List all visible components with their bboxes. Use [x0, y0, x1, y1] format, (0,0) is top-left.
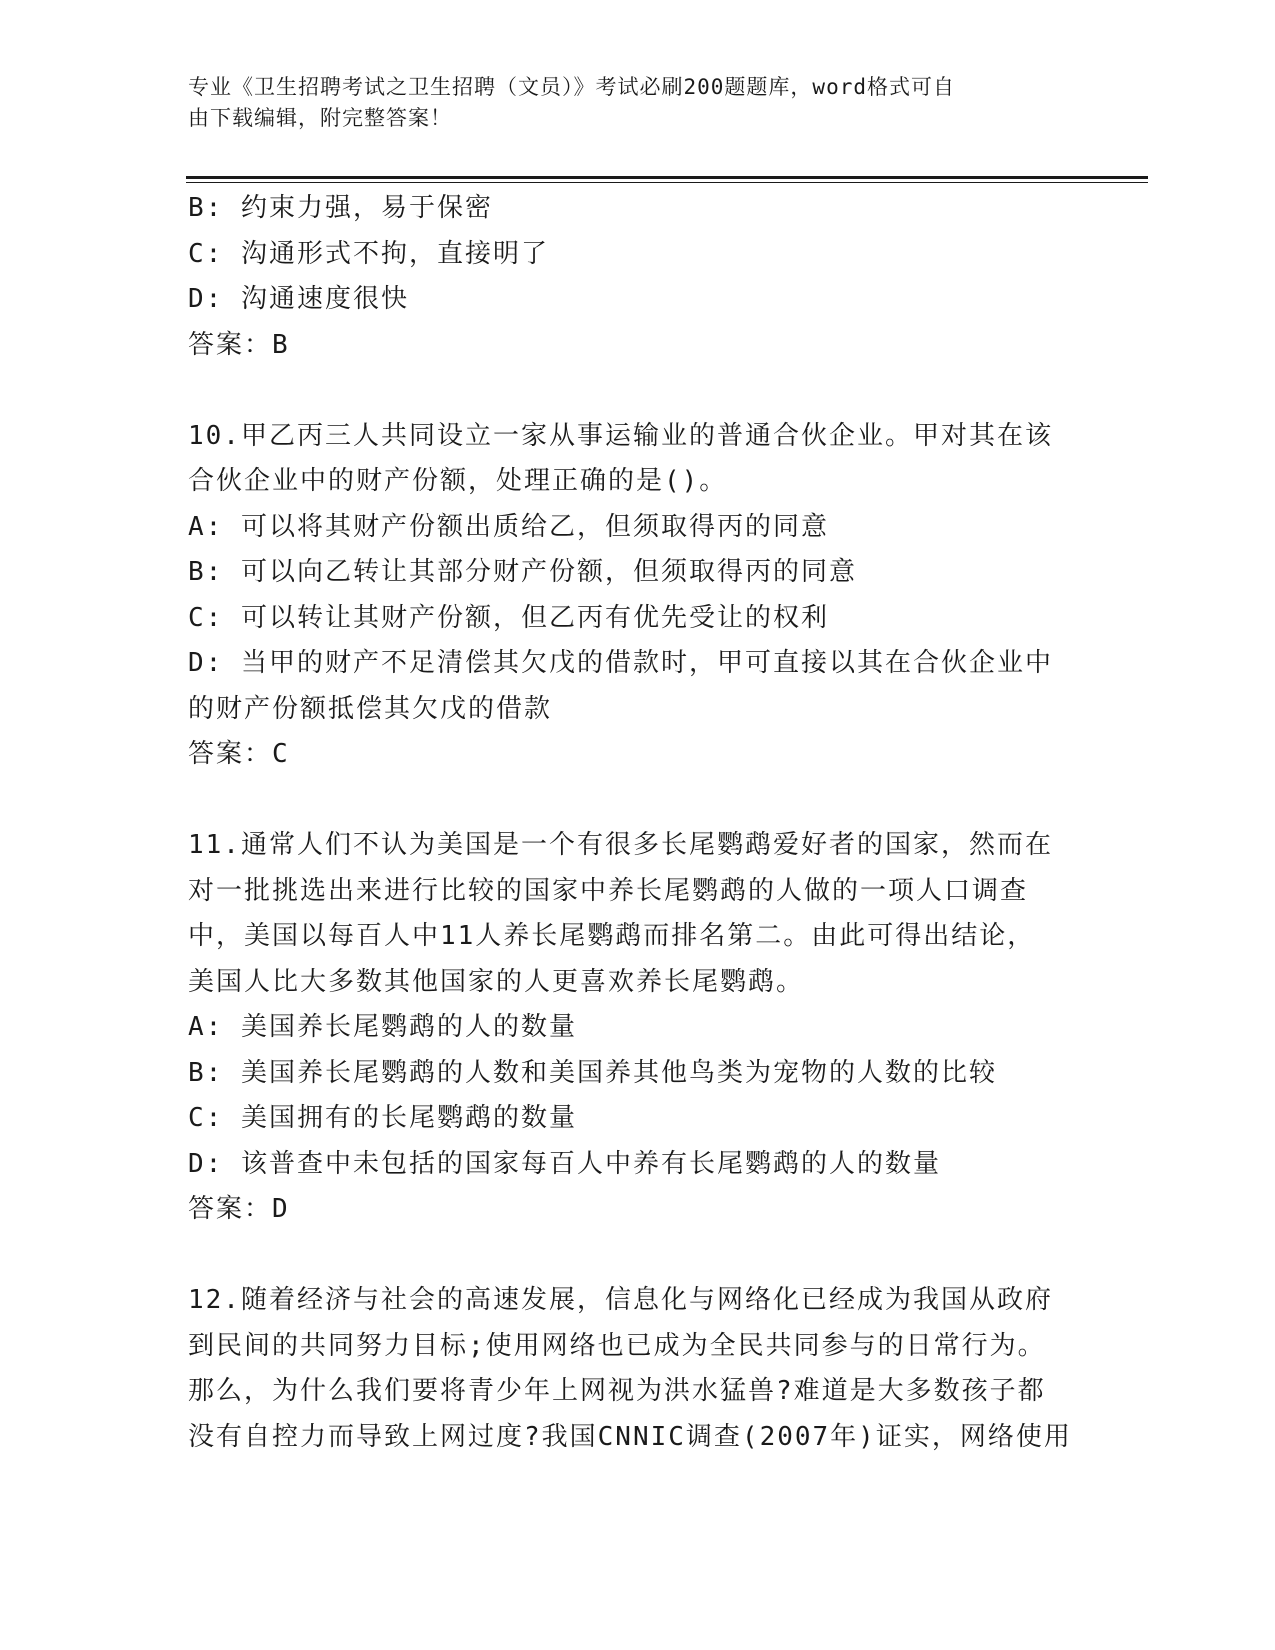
question-block-11 [188, 823, 1088, 1233]
option-c: C: 沟通形式不拘，直接明了 [188, 238, 549, 269]
question-stem: 合伙企业中的财产份额，处理正确的是()。 [188, 466, 728, 496]
option-b: B: 可以向乙转让其部分财产份额，但须取得丙的同意 [188, 557, 857, 587]
question-stem: 美国人比大多数其他国家的人更喜欢养长尾鹦鹉。 [188, 966, 805, 997]
question-stem: 中，美国以每百人中11人养长尾鹦鹉而排名第二。由此可得出结论， [188, 921, 1036, 951]
question-stem: 没有自控力而导致上网过度?我国CNNIC调查(2007年)证实，网络使用 [188, 1421, 1072, 1452]
answer-line: 答案：B [188, 329, 290, 360]
question-stem: 11.通常人们不认为美国是一个有很多长尾鹦鹉爱好者的国家，然而在 [188, 830, 1053, 860]
spacer [188, 778, 1088, 824]
header-line: 由下载编辑，附完整答案！ [188, 106, 452, 130]
question-stem: 10.甲乙丙三人共同设立一家从事运输业的普通合伙企业。甲对其在该 [188, 420, 1053, 451]
option-c: C: 美国拥有的长尾鹦鹉的数量 [188, 1103, 577, 1133]
option-a: A: 可以将其财产份额出质给乙，但须取得丙的同意 [188, 511, 829, 542]
option-d: D: 沟通速度很快 [188, 284, 409, 314]
answer-line: 答案：C [188, 739, 290, 769]
header-divider-thin [186, 182, 1148, 183]
spacer [188, 1233, 1088, 1279]
option-d: D: 该普查中未包括的国家每百人中养有长尾鹦鹉的人的数量 [188, 1148, 941, 1179]
question-stem: 到民间的共同努力目标;使用网络也已成为全民共同参与的日常行为。 [188, 1330, 1046, 1361]
spacer [188, 368, 1088, 414]
answer-line: 答案：D [188, 1194, 290, 1224]
question-block-prev [188, 186, 1088, 368]
option-d-continued: 的财产份额抵偿其欠戊的借款 [188, 693, 553, 724]
question-stem: 那么，为什么我们要将青少年上网视为洪水猛兽?难道是大多数孩子都 [188, 1376, 1046, 1406]
option-c: C: 可以转让其财产份额，但乙丙有优先受让的权利 [188, 602, 829, 633]
question-stem: 对一批挑选出来进行比较的国家中养长尾鹦鹉的人做的一项人口调查 [188, 875, 1029, 906]
header-divider [186, 176, 1148, 179]
option-a: A: 美国养长尾鹦鹉的人的数量 [188, 1012, 577, 1042]
question-content [188, 186, 1088, 1460]
question-stem: 12.随着经济与社会的高速发展，信息化与网络化已经成为我国从政府 [188, 1285, 1053, 1315]
option-b: B: 约束力强，易于保密 [188, 193, 493, 223]
option-d: D: 当甲的财产不足清偿其欠戊的借款时，甲可直接以其在合伙企业中 [188, 648, 1053, 678]
page-header [188, 72, 1068, 134]
question-block-10 [188, 414, 1088, 778]
header-line: 专业《卫生招聘考试之卫生招聘（文员）》考试必刷200题题库，word格式可自 [188, 75, 955, 99]
option-b: B: 美国养长尾鹦鹉的人数和美国养其他鸟类为宠物的人数的比较 [188, 1057, 997, 1088]
question-block-12 [188, 1278, 1088, 1460]
